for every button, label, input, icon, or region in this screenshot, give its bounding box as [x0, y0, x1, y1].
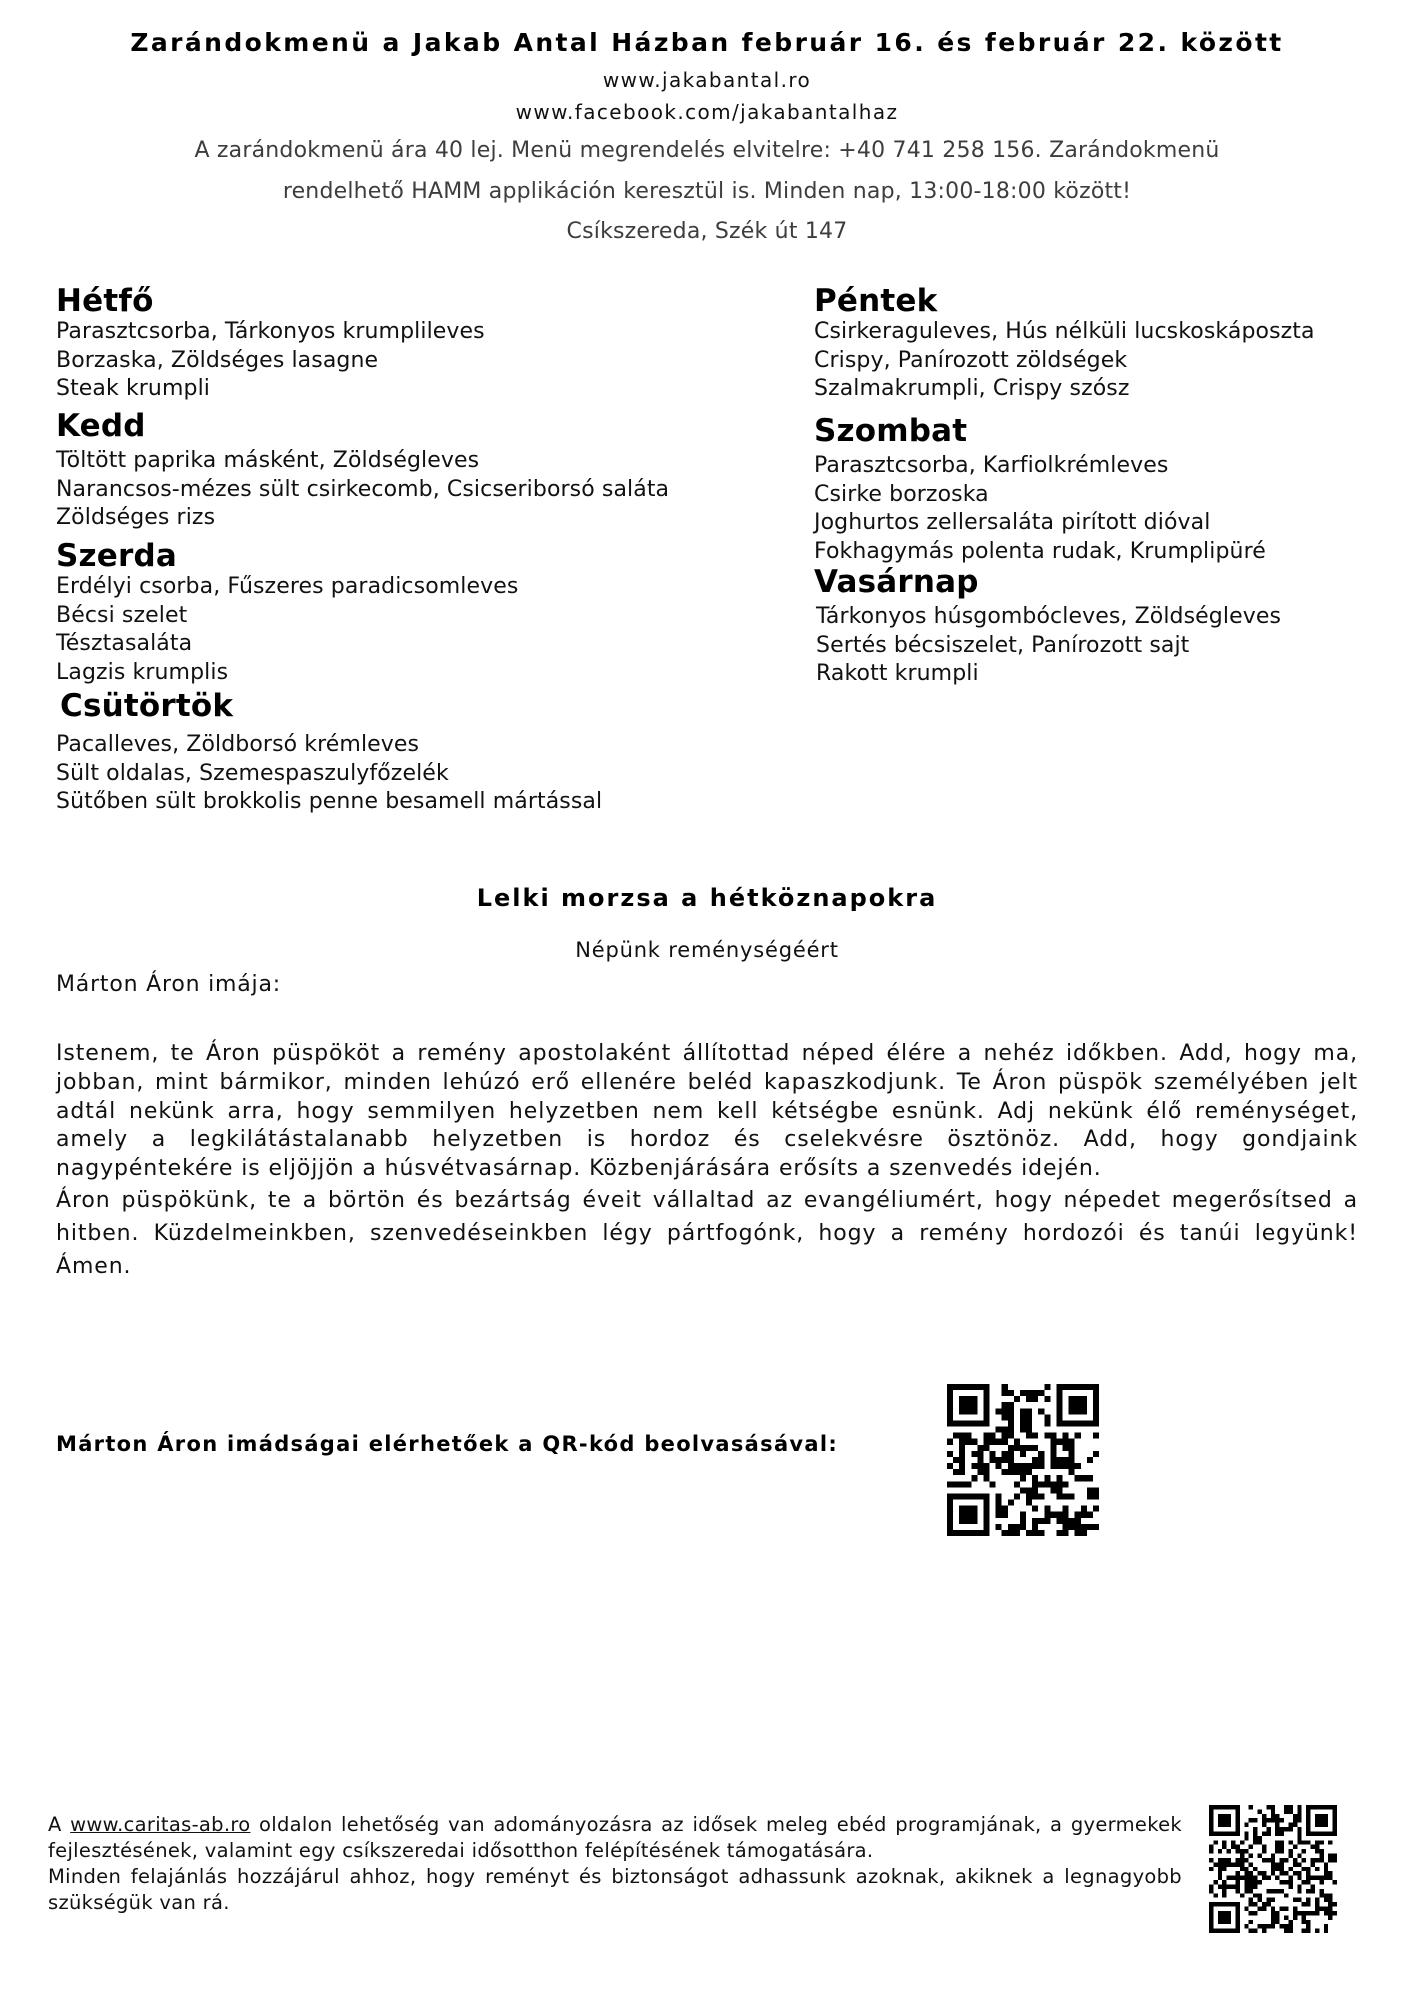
dish-item: Fokhagymás polenta rudak, Krumplipüré — [814, 539, 1266, 565]
day-thursday — [56, 689, 602, 817]
dish-item: Crispy, Panírozott zöldségek — [814, 347, 1128, 373]
dish-item: Sütőben sült brokkolis penne besamell mártással — [56, 789, 603, 815]
dish-item: Sertés bécsiszelet, Panírozott sajt — [816, 632, 1190, 658]
dish-item: Pacalleves, Zöldborsó krémleves — [56, 732, 420, 757]
dish-item: Csirkeraguleves, Hús nélküli lucskoskáposzta — [814, 319, 1315, 344]
footer-text-suffix: oldalon lehetőség van adományozásra az idősek meleg ebéd programjának, a gyermekek fejlesztésének, valamint egy csíkszeredai idősotthon felépítésének támogatására. — [48, 1813, 1182, 1862]
dish-item: Rakott krumpli — [816, 661, 979, 687]
address: Csíkszereda, Szék út 147 — [566, 219, 848, 244]
qr-code-icon[interactable] — [947, 1384, 1099, 1536]
dish-item: Parasztcsorba, Karfiolkrémleves — [814, 453, 1169, 478]
section-title: Lelki morzsa a hétköznapokra — [476, 884, 938, 912]
qr-code-icon — [1209, 1805, 1337, 1933]
dish-item: Bécsi szelet — [56, 602, 188, 628]
footer-qr-code-icon[interactable] — [1209, 1805, 1337, 1933]
dish-item: Töltött paprika másként, Zöldségleves — [56, 448, 480, 473]
prayer-text — [56, 1040, 1358, 1283]
dish-item: Parasztcsorba, Tárkonyos krumplileves — [56, 319, 485, 344]
dish-item: Tésztasaláta — [56, 631, 193, 657]
day-title: Hétfő — [56, 283, 154, 319]
dish-item: Joghurtos zellersaláta pirított dióval — [814, 510, 1211, 536]
day-title: Vasárnap — [814, 564, 979, 600]
day-saturday — [814, 414, 1266, 567]
day-title: Szerda — [56, 538, 177, 574]
website-link[interactable]: www.jakabantal.ro — [602, 68, 812, 92]
prayer-paragraph: Áron püspökünk, te a börtön és bezártság éveit vállaltad az evangéliumért, hogy népedet megerősítsed a hitben. Küzdelmeinkben, szenvedéseinkben légy pártfogónk, hogy a remény hordozói és tanúi legyünk! Ámen. — [56, 1187, 1358, 1279]
day-title: Péntek — [814, 283, 938, 319]
day-monday — [56, 284, 485, 404]
day-wednesday — [56, 539, 518, 688]
dish-item: Lagzis krumplis — [56, 660, 229, 686]
day-title: Szombat — [814, 413, 968, 449]
dish-item: Csirke borzoska — [814, 481, 989, 507]
footer-paragraph: Minden felajánlás hozzájárul ahhoz, hogy reményt és biztonságot adhassunk azoknak, akiknek a legnagyobb szükségük van rá. — [48, 1865, 1182, 1914]
dish-item: Borzaska, Zöldséges lasagne — [56, 347, 379, 373]
prayer-paragraph: Istenem, te Áron püspököt a remény apostolaként állítottad néped élére a nehéz időkben. Add, hogy ma, jobban, mint bármikor, minden lehúzó erő ellenére beléd kapaszkodjunk. Te Áron püspök személyében jelt adtál nekünk arra, hogy semmilyen helyzetben nem kell kétségbe esnünk. Adj nekünk élő reménységet, amely a legkilátástalanabb helyzetben is hordoz és cselekvésre ösztönöz. Add, hogy gondjaink nagypéntekére is eljöjjön a húsvétvasárnap. Közbenjárására erősíts a szenvedés idején. — [56, 1041, 1358, 1182]
dish-item: Zöldséges rizs — [56, 505, 216, 531]
prayer-title: Népünk reménységéért — [575, 938, 839, 962]
dish-item: Tárkonyos húsgombócleves, Zöldségleves — [816, 604, 1282, 629]
day-sunday — [814, 565, 1281, 689]
footer-text-prefix: A — [48, 1813, 71, 1836]
facebook-link[interactable]: www.facebook.com/jakabantalhaz — [515, 100, 899, 124]
dish-item: Sült oldalas, Szemespaszulyfőzelék — [56, 760, 449, 786]
dish-item: Narancsos-mézes sült csirkecomb, Csicseriborsó saláta — [56, 476, 670, 502]
footer-text — [48, 1812, 1182, 1916]
page-title: Zarándokmenü a Jakab Antal Házban február 16. és február 22. között — [130, 28, 1284, 57]
dish-item: Steak krumpli — [56, 376, 210, 402]
ordering-info: rendelhető HAMM applikáción keresztül is. Minden nap, 13:00-18:00 között! — [282, 179, 1132, 204]
qr-label: Márton Áron imádságai elérhetőek a QR-kód beolvasásával: — [56, 1432, 839, 1456]
footer-paragraph — [48, 1812, 1182, 1864]
dish-item: Erdélyi csorba, Fűszeres paradicsomleves — [56, 574, 519, 599]
qr-code-icon — [947, 1384, 1099, 1536]
dish-item: Szalmakrumpli, Crispy szósz — [814, 376, 1130, 402]
day-tuesday — [56, 409, 669, 533]
day-title: Kedd — [56, 408, 146, 444]
day-friday — [814, 284, 1315, 404]
caritas-link[interactable]: www.caritas-ab.ro — [70, 1813, 251, 1836]
prayer-intro: Márton Áron imája: — [56, 972, 281, 997]
day-title: Csütörtök — [60, 688, 234, 724]
price-info: A zarándokmenü ára 40 lej. Menü megrendelés elvitelre: +40 741 258 156. Zarándokmenü — [194, 138, 1220, 163]
